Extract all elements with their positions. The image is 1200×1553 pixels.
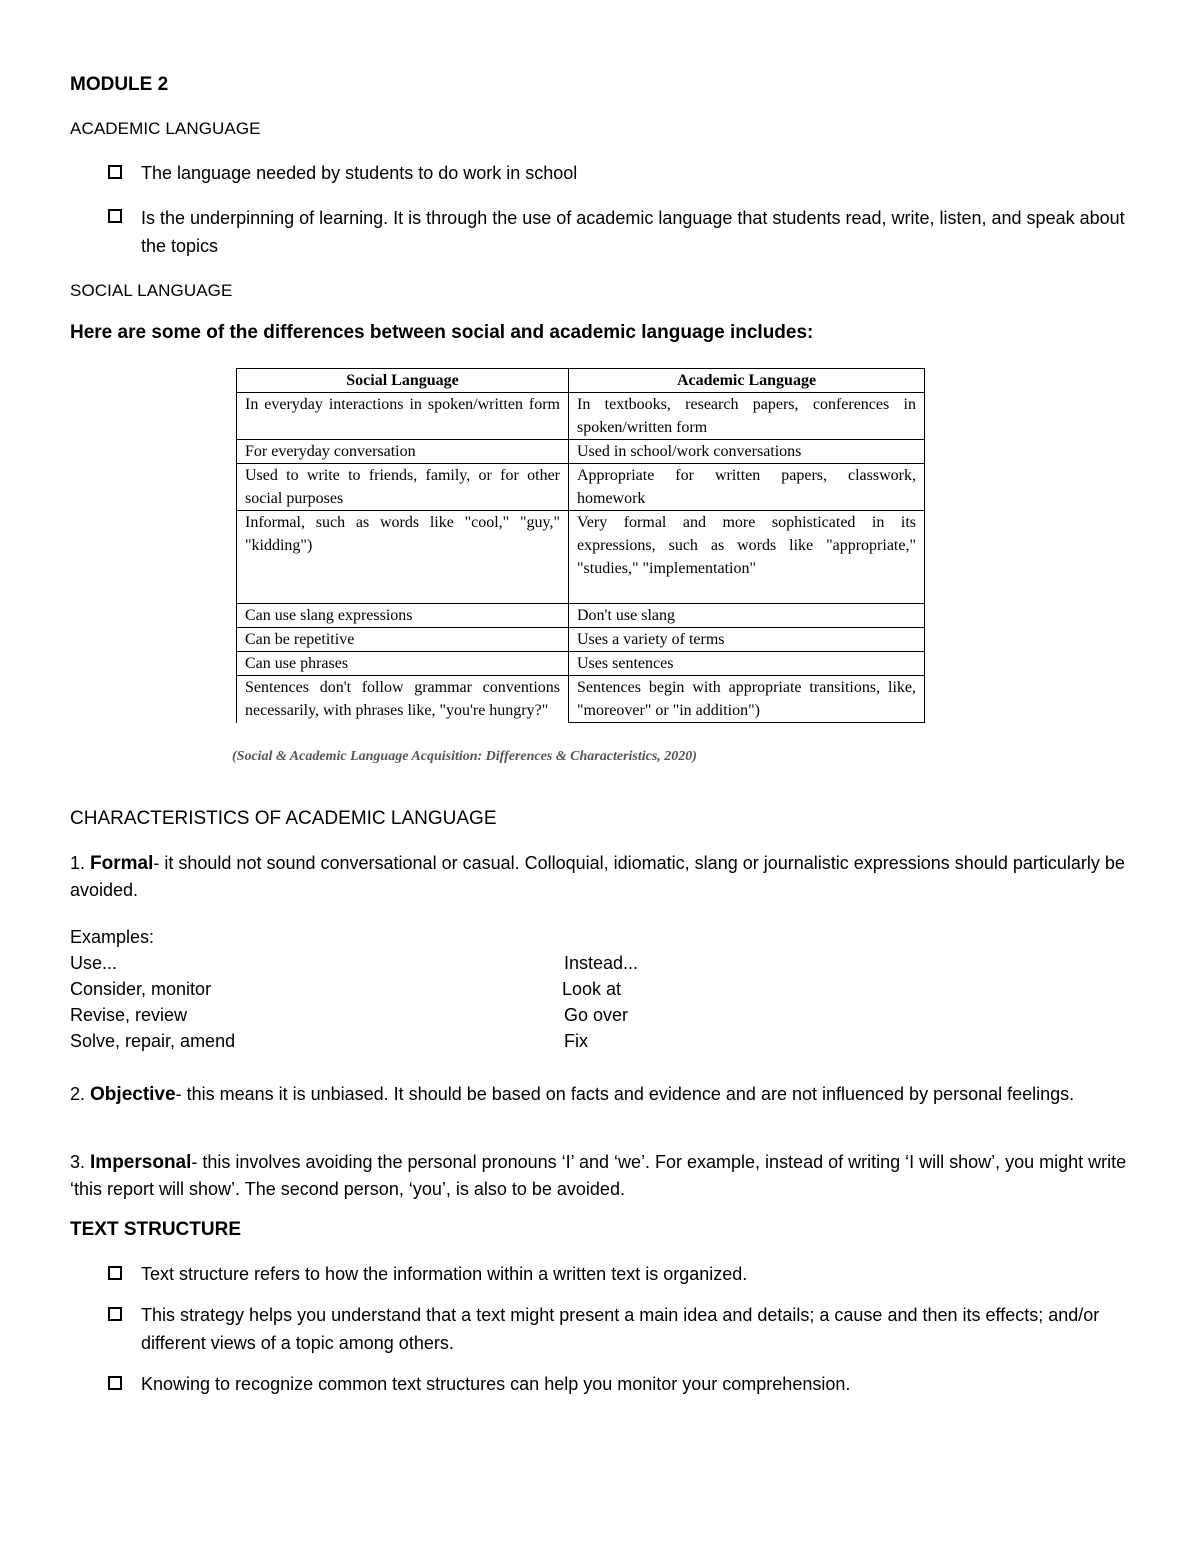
example-use: Revise, review <box>70 1005 188 1025</box>
formal-description: - it should not sound conversational or casual. Colloquial, idiomatic, slang or journalistic expressions should particularly be avoided. <box>70 853 1125 900</box>
item-number: 2. <box>70 1084 86 1104</box>
text-structure-bullet-2: This strategy helps you understand that a text might present a main idea and details; a cause and then its effects; and/or different views of a topic among others. <box>141 1305 1100 1353</box>
table-cell: In everyday interactions in spoken/written form <box>237 393 569 440</box>
table-row <box>237 604 925 628</box>
table-cell: Used in school/work conversations <box>569 440 925 464</box>
text-structure-bullet-3: Knowing to recognize common text structures can help you monitor your comprehension. <box>141 1374 851 1394</box>
example-use: Solve, repair, amend <box>70 1031 236 1051</box>
checkbox-bullet-icon <box>108 1376 122 1390</box>
table-cell: Informal, such as words like "cool," "guy," "kidding") <box>237 511 569 604</box>
table-cell: Can be repetitive <box>237 628 569 652</box>
impersonal-description: - this involves avoiding the personal pronouns ‘I’ and ‘we’. For example, instead of writing ‘I will show’, you might write ‘this report will show’. The second person, ‘you’, is also to be avoided. <box>70 1152 1127 1199</box>
table-cell: Sentences don't follow grammar conventions necessarily, with phrases like, "you're hungry?" <box>237 676 569 723</box>
table-cell: Very formal and more sophisticated in its expressions, such as words like "appropriate," "studies," "implementation" <box>569 511 925 604</box>
item-number: 3. <box>70 1152 86 1172</box>
item-number: 1. <box>70 853 86 873</box>
table-cell: Appropriate for written papers, classwork, homework <box>569 464 925 511</box>
table-row <box>237 652 925 676</box>
table-row <box>237 440 925 464</box>
examples-instead-header: Instead... <box>564 953 639 973</box>
characteristic-impersonal <box>70 1149 1130 1203</box>
example-instead: Fix <box>564 1031 588 1051</box>
checkbox-bullet-icon <box>108 165 122 179</box>
table-cell: Don't use slang <box>569 604 925 628</box>
table-row <box>237 628 925 652</box>
differences-heading: Here are some of the differences between social and academic language includes: <box>70 322 814 343</box>
characteristic-formal <box>70 850 1130 904</box>
table-header-social: Social Language <box>237 369 569 393</box>
module-title: MODULE 2 <box>70 74 169 95</box>
academic-bullet-1: The language needed by students to do work in school <box>141 163 578 183</box>
table-header-row <box>237 369 925 393</box>
term-formal: Formal <box>90 853 154 874</box>
example-instead: Look at <box>562 979 622 999</box>
example-instead: Go over <box>564 1005 629 1025</box>
characteristics-heading <box>70 808 497 830</box>
term-impersonal: Impersonal <box>90 1152 192 1173</box>
social-language-heading: SOCIAL LANGUAGE <box>70 281 233 300</box>
characteristics-heading-text: CHARACTERISTICS OF ACADEMIC LANGUAGE <box>70 808 497 829</box>
table-cell: Can use slang expressions <box>237 604 569 628</box>
table-header-academic: Academic Language <box>569 369 925 393</box>
table-cell: Sentences begin with appropriate transitions, like, "moreover" or "in addition") <box>569 676 925 723</box>
examples-label: Examples: <box>70 927 155 947</box>
table-cell: For everyday conversation <box>237 440 569 464</box>
table-row <box>237 676 925 723</box>
examples-use-header: Use... <box>70 953 118 973</box>
academic-language-heading: ACADEMIC LANGUAGE <box>70 119 261 138</box>
table-row <box>237 393 925 440</box>
comparison-table <box>236 368 925 723</box>
checkbox-bullet-icon <box>108 1307 122 1321</box>
table-citation: (Social & Academic Language Acquisition: Differences & Characteristics, 2020) <box>232 749 697 764</box>
table-cell: Uses a variety of terms <box>569 628 925 652</box>
checkbox-bullet-icon <box>108 1266 122 1280</box>
table-row <box>237 464 925 511</box>
text-structure-bullet-1: Text structure refers to how the information within a written text is organized. <box>141 1264 748 1284</box>
academic-bullet-2: Is the underpinning of learning. It is through the use of academic language that students read, write, listen, and speak about the topics <box>141 208 1125 256</box>
checkbox-bullet-icon <box>108 209 122 223</box>
table-cell: Used to write to friends, family, or for other social purposes <box>237 464 569 511</box>
objective-description: - this means it is unbiased. It should be based on facts and evidence and are not influenced by personal feelings. <box>175 1084 1075 1104</box>
example-use: Consider, monitor <box>70 979 212 999</box>
table-cell: In textbooks, research papers, conferences in spoken/written form <box>569 393 925 440</box>
characteristic-objective <box>70 1081 1130 1108</box>
table-cell: Uses sentences <box>569 652 925 676</box>
table-row <box>237 511 925 604</box>
table-cell: Can use phrases <box>237 652 569 676</box>
text-structure-heading: TEXT STRUCTURE <box>70 1219 241 1240</box>
term-objective: Objective <box>90 1084 176 1105</box>
